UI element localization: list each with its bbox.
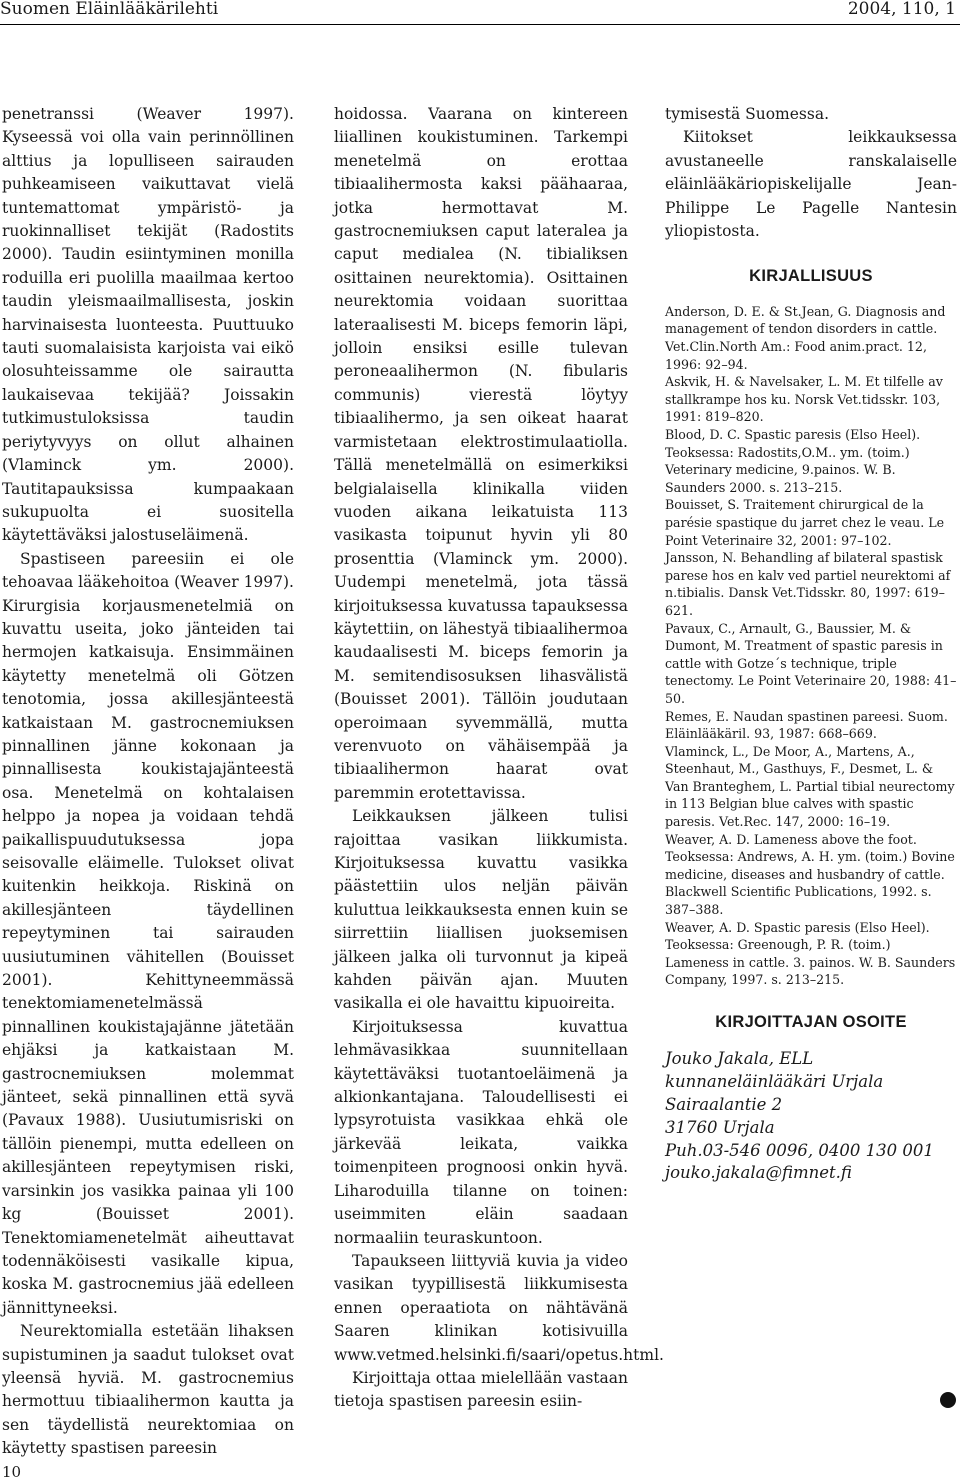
reference-item: Vlaminck, L., De Moor, A., Martens, A., Steenhaut, M., Gasthuys, F., Desmet, L. & Van Branteghem, L. Partial tibial neurectomy in 113 Belgian blue calves with spastic paresis. Vet.Rec. 147, 2000: 16–19. xyxy=(665,743,955,830)
reference-item: Anderson, D. E. & St.Jean, G. Diagnosis and management of tendon disorders in cattle. Vet.Clin.North Am.: Food anim.pract. 12, 1996: 92–94. xyxy=(665,303,946,372)
author-address-heading: KIRJOITTAJAN OSOITE xyxy=(715,1013,907,1031)
author-address xyxy=(665,1048,957,1185)
references-heading: KIRJALLISUUS xyxy=(749,267,873,286)
body-paragraph: Kirjoittaja ottaa mielellään vastaan tietoja spastisen pareesin esiin- xyxy=(334,1368,628,1411)
body-paragraph: hoidossa. Vaarana on kintereen liiallinen koukistuminen. Tarkempi menetelmä on erottaa tibiaalihermosta kaksi päähaaraa, jotka hermottavat M. gastrocnemiuksen caput lateralea ja caput medialea (N. tibialiksen osittainen neurektomia). Osittainen neurektomia voidaan suorittaa lateraalisesti M. biceps femorin läpi, jolloin ensiksi esille tulevan peroneaalihermon (N. fibularis communis) vierestä löytyy tibiaalihermo, ja sen oikeat haarat varmistetaan elektrostimulaatiolla. Tällä menetelmällä on esimerkiksi belgialaisella klinikalla viiden vuoden aikana leikatuista 113 vasikasta toipunut hyvin yli 80 prosenttia (Vlaminck ym. 2000). Uudempi menetelmä, jota tässä kirjoituksessa kuvatussa tapauksessa käytettiin, on lähestyä tibiaalihermoa kaudaalisesti M. biceps femorin ja M. semitendisosuksen lihasvälistä (Bouisset 2001). Tällöin joudutaan operoimaan syvemmällä, mutta verenvuoto on vähäisempää ja tibiaalihermon haarat ovat paremmin erotettavissa. xyxy=(334,105,629,802)
end-of-article-bullet-icon xyxy=(940,1392,956,1408)
address-line: Jouko Jakala, ELL xyxy=(665,1049,814,1069)
reference-item: Askvik, H. & Navelsaker, L. M. Et tilfelle av stallkrampe hos ku. Norsk Vet.tidsskr. 103, 1991: 819–820. xyxy=(665,374,943,425)
running-header xyxy=(0,0,960,25)
issue-number: 2004, 110, 1 xyxy=(847,0,956,19)
text-column-3 xyxy=(665,103,957,1185)
reference-item: Remes, E. Naudan spastinen pareesi. Suom. Eläinlääkäril. 93, 1987: 668–669. xyxy=(665,708,948,742)
body-paragraph: Spastiseen pareesiin ei ole tehoavaa lääkehoitoa (Weaver 1997). Kirurgisia korjausmenetelmiä on kuvattu useita, joko jänteiden tai hermojen katkaisuja. Ensimmäinen käytetty menetelmä oli Götzen tenotomia, jossa akillesjänteestä katkaistaan M. gastrocnemiuksen pinnallinen jänne kokonaan ja pinnallisesta koukistajajänteestä osa. Menetelmä on kohtalaisen helppo ja nopea ja voidaan tehdä paikallispuudutuksessa jopa seisovalle eläimelle. Tulokset olivat kuitenkin heikkoja. Riskinä on akillesjänteen täydellinen repeytyminen tai sairauden uusiutuminen vähitellen (Bouisset 2001). Kehittyneemmässä tenektomiamenetelmässä pinnallinen koukistajajänne jätetään ehjäksi ja katkaistaan M. gastrocnemiuksen molemmat jänteet, sekä pinnallinen että syvä (Pavaux 1988). Uusiutumisriski on tällöin pienempi, mutta edelleen on akillesjänteen repeytymisen riski, varsinkin jos vasikka painaa yli 100 kg (Bouisset 2001). Tenektomiamenetelmät aiheuttavat todennäköisesti vasikalle kipua, koska M. gastrocnemius jää edelleen jännittyneeksi. xyxy=(2,549,294,1317)
text-column-1 xyxy=(2,103,294,1461)
reference-list xyxy=(665,303,957,989)
journal-title: Suomen Eläinlääkärilehti xyxy=(0,0,219,19)
acknowledgements-paragraph: Kiitokset leikkauksessa avustaneelle ranskalaiselle eläinlääkäriopiskelijalle Jean-Philippe Le Pagelle Nantesin yliopistosta. xyxy=(665,128,957,241)
body-paragraph: Tapaukseen liittyviä kuvia ja video vasikan tyypillisestä liikkumisesta ennen operaatiota on nähtävänä Saaren klinikan kotisivuilla www.vetmed.helsinki.fi/saari/opetus.html. xyxy=(334,1251,664,1364)
reference-item: Blood, D. C. Spastic paresis (Elso Heel). Teoksessa: Radostits,O.M.. ym. (toim.) Veterinary medicine, 9.painos. W. B. Saunders 2000. s. 213–215. xyxy=(665,427,921,495)
reference-item: Weaver, A. D. Spastic paresis (Elso Heel). Teoksessa: Greenough, P. R. (toim.) Lameness in cattle. 3. painos. W. B. Saunders Company, 1997. s. 213–215. xyxy=(665,919,956,988)
reference-item: Pavaux, C., Arnault, G., Baussier, M. & Dumont, M. Treatment of spastic paresis in cattle with Gotze´s technique, triple tenectomy. Le Point Veterinaire 20, 1988: 41–50. xyxy=(665,620,957,706)
body-paragraph: Leikkauksen jälkeen tulisi rajoittaa vasikan liikkumista. Kirjoituksessa kuvattu vasikka päästettiin ulos neljän päivän kuluttua leikkauksesta ennen kuin se siirrettiin liiallisen juoksemisen jälkeen jalka oli turvonnut ja kipeä kahden päivän ajan. Muuten vasikalla ei ole havaittu kipuoireita. xyxy=(334,807,628,1013)
reference-item: Jansson, N. Behandling af bilateral spastisk parese hos en kalv ved partiel neurektomi af n.tibialis. Dansk Vet.Tidsskr. 80, 1997: 619–621. xyxy=(665,550,951,618)
body-paragraph: tymisestä Suomessa. xyxy=(665,105,829,123)
body-paragraph: Neurektomialla estetään lihaksen supistuminen ja saadut tulokset ovat yleensä hyviä. M. gastrocnemius hermottuu tibiaalihermon kautta ja sen täydellistä neurektomiaa on käytetty spastisen pareesin xyxy=(2,1322,294,1458)
address-line: kunnaneläinlääkäri Urjala xyxy=(665,1072,884,1092)
text-column-2 xyxy=(334,103,664,1414)
reference-item: Bouisset, S. Traitement chirurgical de la parésie spastique du jarret chez le veau. Le Point Veterinaire 32, 2001: 97–102. xyxy=(665,497,945,548)
author-email: jouko.jakala@fimnet.fi xyxy=(665,1163,852,1183)
address-line: 31760 Urjala xyxy=(665,1117,775,1137)
address-line: Puh.03-546 0096, 0400 130 001 xyxy=(665,1140,934,1160)
body-paragraph: penetranssi (Weaver 1997). Kyseessä voi olla vain perinnöllinen alttius ja lopulliseen sairauden puhkeamiseen vaikuttavat vielä tuntemattomat ympäristö- ja ruokinnalliset tekijät (Radostits 2000). Taudin esiintyminen monilla roduilla eri puolilla maailmaa kertoo taudin yleismaailmallisesta, joskin harvinaisesta luonteesta. Puuttuuko tauti suomalaisista karjoista vai eikö olosuhteissamme ole sairautta laukaisevaa tekijää? Joissakin tutkimustuloksissa taudin periytyvyys on ollut alhainen (Vlaminck ym. 2000). Tautitapauksissa kumpaakaan sukupuolta ei suositella käytettäväksi jalostuseläimenä. xyxy=(2,105,294,545)
body-paragraph: Kirjoituksessa kuvattua lehmävasikkaa suunnitellaan käytettäväksi tuotantoeläimenä ja alkionkantajana. Taloudellisesti ei lypsyrotuista vasikkaa ehkä ole järkevää leikata, vaikka toimenpiteen prognoosi onkin hyvä. Liharoduilla tilanne on toinen: useimmiten eläin saadaan normaaliin teuraskuntoon. xyxy=(334,1017,628,1247)
address-line: Sairaalantie 2 xyxy=(665,1095,783,1114)
page-number: 10 xyxy=(2,1463,22,1481)
reference-item: Weaver, A. D. Lameness above the foot. Teoksessa: Andrews, A. H. ym. (toim.) Bovine medicine, diseases and husbandry of cattle. Blackwell Scientific Publications, 1992. s. 387–388. xyxy=(665,831,955,918)
